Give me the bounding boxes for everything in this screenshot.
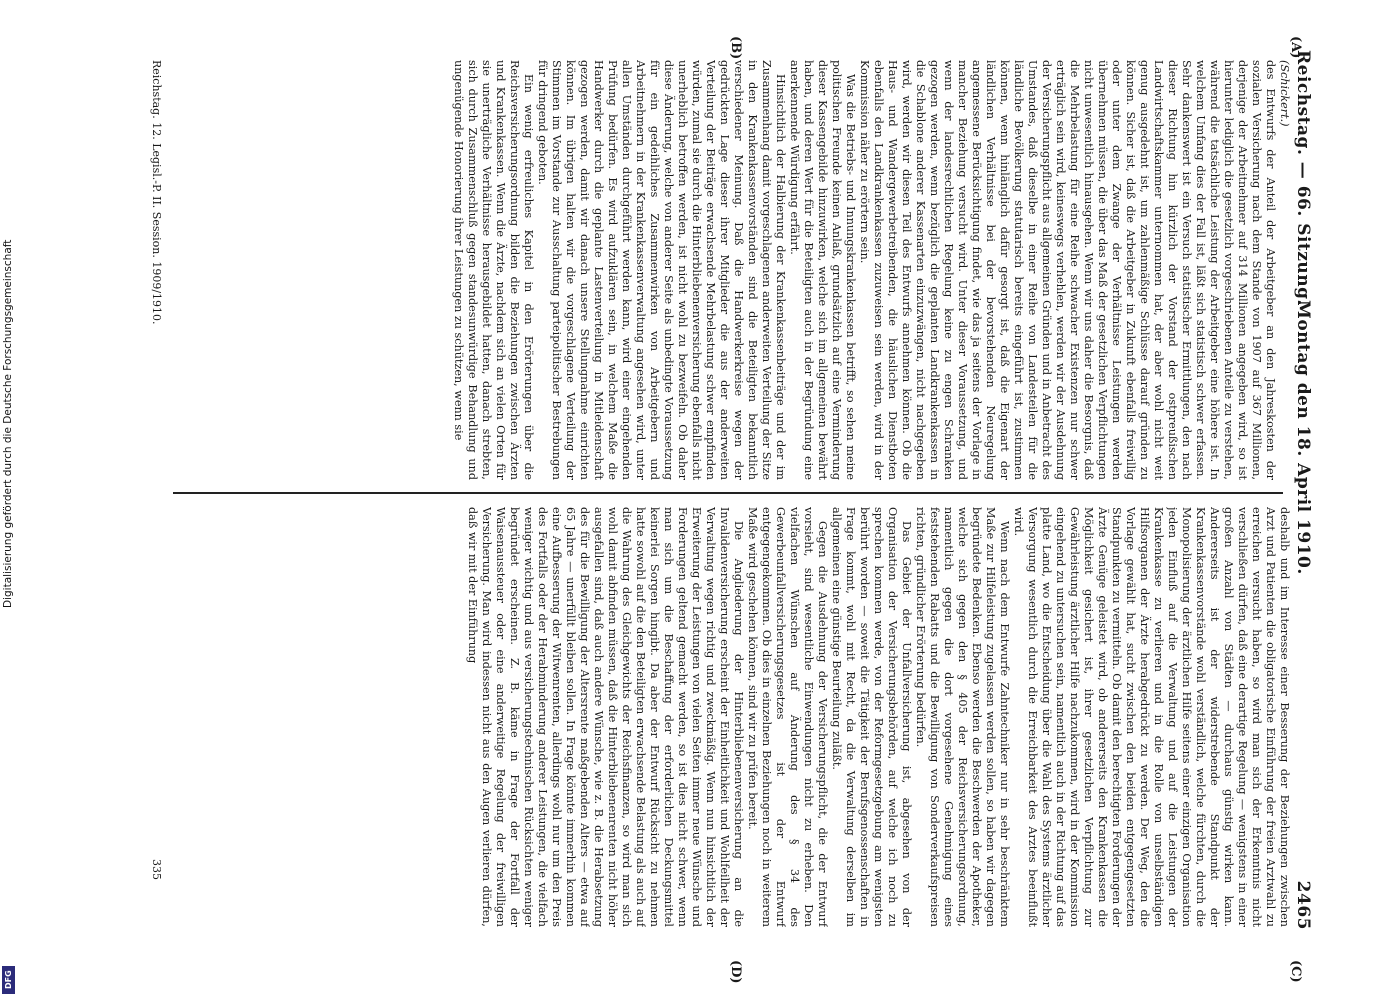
margin-marker-c: (C)	[1288, 960, 1303, 983]
column-divider	[173, 492, 1283, 494]
sheet-number: 335	[150, 859, 163, 880]
footer-session: Reichstag. 12. Legisl.-P. II. Session. 1909/1910.	[150, 60, 163, 325]
session-title: Reichstag. — 66. Sitzung.	[1293, 50, 1313, 306]
margin-marker-d: (D)	[728, 960, 743, 984]
paragraph: Das Gebiet der Unfallversicherung ist, abgesehen von der Organisation der Versicherungsbehörden, auf welche ich noch zu sprechen kommen werde, von der Reformgesetzgebung am wenigsten berührt worden — soweit die Tätigkeit der Berufsgenossenschaften in Frage kommt, wohl mit Recht, da die Verwaltung derselben im allgemeinen eine günstige Beurteilung zuläßt.	[830, 507, 913, 927]
paragraph: Wenn nach dem Entwurfe Zahntechniker nur in sehr beschränktem Maße zur Hilfeleistung zugelassen werden sollen, so haben wir dagegen begründete Bedenken. Ebenso werden die Beschwerden der Apotheker, welche sich gegen den § 405 der Reichsversicherungsordnung, namentlich gegen die dort vorgesehene Genehmigung eines feststehenden Rabatts und die Bewilligung von Sonderverkaufspreisen richten, gründlicher Erörterung bedürfen.	[914, 507, 1011, 927]
speaker-name: (Schickert.)	[1278, 60, 1291, 127]
paragraph: des Entwurfs der Anteil der Arbeitgeber an den Jahreskosten der sozialen Versicherung nach dem Stande von 1907 auf 367 Millionen, derjenige der Arbeitnehmer auf 314 Millionen angegeben wird, so ist hierunter lediglich die gesetzlich vorgeschriebenen Anteile zu verstehen, während die tatsächliche Leistung der Arbeitgeber eine höhere ist. In welchem Umfang dies der Fall ist, läßt sich statistisch schwer erfassen. Sehr dankenswert ist ein Versuch statistischer Ermittlungen, den nach dieser Richtung hin kürzlich der Vorstand der ostpreußischen Landwirtschaftskammer unternommen hat, der aber wohl nicht weit genug ausgedehnt ist, um zahlenmäßige Schlüsse darauf gründen zu können. Sicher ist, daß die Arbeitgeber in Zukunft ebenfalls freiwillig oder unter dem Zwange der Verhältnisse Leistungen werden übernehmen müssen, die über das Maß der gesetzlichen Verpflichtungen nicht unwesentlich hinausgehen. Wenn wir uns daher die Besorgnis, daß die Mehrbelastung für eine Reihe schwacher Existenzen nur schwer erträglich sein wird, keineswegs verhehlen, werden wir der Ausdehnung der Versicherungspflicht aus allgemeinen Gründen und in Anbetracht des Umstandes, daß dieselbe in einer Reihe von Landesteilen für die ländliche Bevölkerung statutarisch bereits eingeführt ist, zustimmen können, wenn hinlänglich dafür gesorgt ist, daß die Eigenart der ländlichen Verhältnisse bei der bevorstehenden Neuregelung angemessene Berücksichtigung findet, wie das ja seitens der Vorlage in mancher Beziehung versucht wird. Unter dieser Voraussetzung, und wenn der landesrechtlichen Regelung keine zu engen Schranken gezogen werden, wenn bezüglich die geplanten Landkrankenkassen in die Schablone anderer Kassenarten einzuzwängen, nicht nachgegeben wird, werden wir diesen Teil des Entwurfs annehmen können. Ob die Haus- und Wandergewerbetreibenden, die häuslichen Dienstboten ebenfalls den Landkrankenkassen zuzuweisen sein werden, wird in der Kommission näher zu erörtern sein.	[858, 60, 1277, 480]
page-header	[1289, 50, 1313, 930]
session-date: Montag den 18. April 1910.	[1293, 300, 1313, 575]
page-number: 2465	[1293, 880, 1313, 930]
paragraph: Was die Betriebs- und Innungskrankenkassen betrifft, so sehen meine politischen Freunde keinen Anlaß, grundsätzlich auf eine Verminderung dieser Kassengebilde hinzuwirken, welche sich im allgemeinen bewährt haben, und deren Wert für die Beteiligten auch in der Begründung eine anerkennende Würdigung erfährt.	[788, 60, 857, 480]
margin-marker-a: (A)	[1288, 36, 1303, 59]
dfg-logo: DFG	[2, 966, 15, 994]
paragraph: Ein wenig erfreuliches Kapitel in den Erörterungen über die Reichsversicherungsordnung bilden die Beziehungen zwischen Ärzten und Krankenkassen. Wenn die Ärzte, nachdem sich an vielen Orten für sie unerträgliche Verhältnisse herausgebildet hatten, danach strebten, sich durch Zusammenschluß gegen standesunwürdige Behandlung und ungenügende Honorierung ihrer Leistungen zu schützen, wenn sie	[452, 60, 535, 480]
paragraph: Hinsichtlich der Halbierung der Krankenkassenbeiträge und der im Zusammenhang damit vorgeschlagenen anderweiten Verteilung der Sitze in den Krankenkassenvorständen sind die Beteiligten bekanntlich verschiedener Meinung. Daß die Handwerkerkreise wegen der gedrückten Lage dieser ihrer Mitglieder die aus der anderweiten Verteilung der Beiträge erwachsende Mehrbelastung schwer empfinden würden, zumal sie durch die Hinterbliebenenversicherung ebenfalls nicht unerheblich betroffen werden, ist nicht wohl zu bezweifeln. Ob daher diese Änderung, welche von anderer Seite als unbedingte Voraussetzung für ein gedeihliches Zusammenwirken von Arbeitgebern und Arbeitnehmern in der Krankenkassenverwaltung angesehen wird, unter allen Umständen durchgeführt werden kann, wird einer eingehenden Prüfung bedürfen. Es wird aufzuklären sein, in welchem Maße die Handwerker durch die geplante Lastenverteilung in Mitleidenschaft gezogen werden, damit wir danach unsere Stellungnahme einrichten können. Im übrigen halten wir die vorgeschlagene Verteilung der Stimmen im Vorstande zur Ausschaltung parteipolitischer Bestrebungen für dringend geboten.	[536, 60, 787, 480]
paragraph: deshalb und im Interesse einer Besserung der Beziehungen zwischen Arzt und Patienten die obligatorische Einführung der freien Arztwahl zu erreichen versucht haben, so wird man sich der Erkenntnis nicht verschließen dürfen, daß eine derartige Regelung — wenigstens in einer großen Anzahl von Städten — durchaus günstig wirken kann. Andererseits ist der widerstrebende Standpunkt der Krankenkassenvorstände wohl verständlich, welche fürchten, durch die Monopolisierung der ärztlichen Hilfe seitens einer einzigen Organisation jeden Einfluß auf die Verwaltung und auf die Leistungen der Krankenkasse zu verlieren und in die Rolle von unselbständigen Hilfsorganen der Ärzte herabgedrückt zu werden. Der Weg, den die Vorlage gewählt hat, sucht zwischen den beiden entgegengesetzten Standpunkten zu vermitteln. Ob damit den berechtigten Forderungen der Ärzte Genüge geleistet wird, ob andererseits den Krankenkassen die Möglichkeit gesichert ist, ihrer gesetzlichen Verpflichtung zur Gewährleistung ärztlicher Hilfe nachzukommen, wird in der Kommission eingehend zu untersuchen sein, namentlich auch in der Richtung auf das platte Land, wo die Entscheidung über die Wahl des Systems ärztlicher Versorgung wesentlich durch die Erreichbarkeit des Arztes beeinflußt wird.	[1012, 507, 1291, 927]
margin-marker-b: (B)	[728, 36, 743, 60]
right-column	[171, 507, 1291, 927]
left-column	[171, 60, 1291, 480]
page-footer	[145, 60, 163, 940]
digitisation-credit: Digitalisierung gefördert durch die Deutsche Forschungsgemeinschaft	[2, 239, 14, 608]
paragraph: Gegen die Ausdehnung der Versicherungspflicht, die der Entwurf vorsieht, sind wesentliche Einwendungen nicht zu erheben. Den vielfachen Wünschen auf Änderung des § 34 des Gewerbeunfallversicherungsgesetzes ist der Entwurf entgegengekommen. Ob dies in einzelnen Beziehungen noch in weiterem Maße wird geschehen können, sind wir zu prüfen bereit.	[746, 507, 829, 927]
paragraph: Die Angliederung der Hinterbliebenenversicherung an die Invalidenversicherung erscheint der Einheitlichkeit und Wohlfeilheit der Verwaltung wegen richtig und zweckmäßig. Wenn nun hinsichtlich der Erweiterung der Leistungen von vielen Seiten immer neue Wünsche und Forderungen geltend gemacht werden, so ist dies nicht schwer, wenn man sich um die Beschaffung der erforderlichen Deckungsmittel keinerlei Sorgen hingibt. Da aber der Entwurf Rücksicht zu nehmen hatte sowohl auf die den Beteiligten erwachsende Belastung als auch auf die Wahrung des Gleichgewichts der Reichsfinanzen, so wird man sich wohl damit abfinden müssen, daß die Hinterbliebenenrenten nicht höher ausgefallen sind, daß auch andere Wünsche, wie z. B. die Herabsetzung des für die Bewilligung der Altersrente maßgebenden Alters — etwa auf 65 Jahre — unerfüllt bleiben sollen. In Frage könnte immerhin kommen eine Aufbesserung der Witwenrenten, allerdings wohl nur um den Preis des Fortfalls oder der Herabminderung anderer Leistungen, die vielfach weniger wichtig und aus versicherungstechnischen Rücksichten weniger begründet erscheinen. Z. B. käme in Frage der Fortfall der Waisenaussteuer oder eine anderweitige Regelung der freiwilligen Versicherung. Man wird indessen nicht aus den Augen verlieren dürfen, daß wir mit der Einführung	[466, 507, 745, 927]
